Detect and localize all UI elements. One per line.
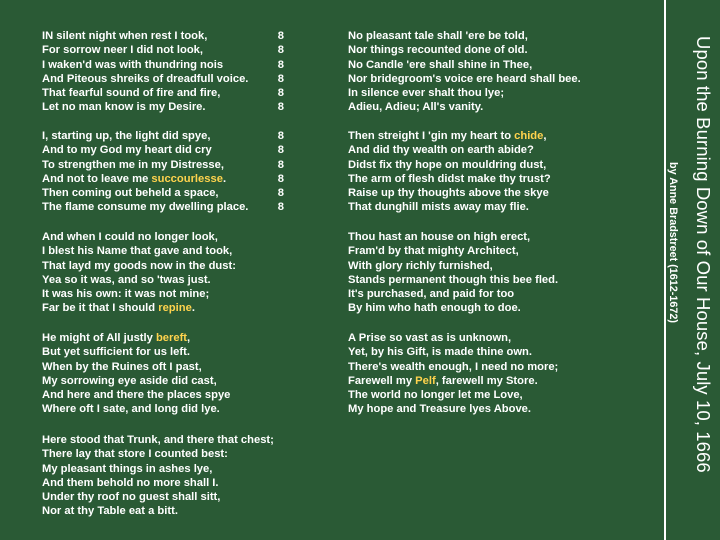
line-text: Stands permanent though this bee fled. xyxy=(348,273,559,286)
poem-line xyxy=(42,374,230,388)
meter-mark: 8 xyxy=(277,30,284,42)
line-text: Raise up thy thoughts above the skye xyxy=(348,187,549,200)
poem-line xyxy=(42,462,274,476)
line-text: Here stood that Trunk, and there that chest; xyxy=(42,434,274,446)
line-text: He might of All justly xyxy=(42,332,156,344)
poem-line xyxy=(42,433,274,447)
poem-line xyxy=(42,129,248,143)
line-text: I waken'd was with thundring nois xyxy=(42,58,224,71)
line-text: Adieu, Adieu; All's vanity. xyxy=(348,101,484,114)
poem-line xyxy=(42,200,248,214)
line-text: Thou hast an house on high erect, xyxy=(348,231,531,243)
poem-title: Upon the Burning Down of Our House, July 10, 1666 xyxy=(693,36,714,473)
line-text: There lay that store I counted best: xyxy=(42,448,228,461)
poem-line xyxy=(348,143,551,157)
stanza-6 xyxy=(348,29,581,115)
stanza-2 xyxy=(42,129,248,215)
poem-line xyxy=(348,402,558,416)
poem-line xyxy=(348,72,581,86)
poem-line xyxy=(348,100,581,114)
poem-line xyxy=(42,100,248,114)
poem-line xyxy=(42,58,248,72)
poem-line xyxy=(42,29,248,43)
line-text: But yet sufficient for us left. xyxy=(42,346,190,359)
poem-line xyxy=(42,259,236,273)
line-text: Far be it that I should xyxy=(42,302,159,315)
line-text: My sorrowing eye aside did cast, xyxy=(42,374,217,387)
line-text: And Piteous shreiks of dreadfull voice. xyxy=(42,72,249,85)
poem-line xyxy=(348,200,551,214)
line-text: Under thy roof no guest shall sitt, xyxy=(42,491,221,504)
poem-line xyxy=(42,345,230,359)
line-text: In silence ever shalt thou lye; xyxy=(348,87,505,100)
line-text: There's wealth enough, I need no more; xyxy=(348,360,559,373)
line-text: Farewell my xyxy=(348,374,416,387)
line-text: Where oft I sate, and long did lye. xyxy=(42,403,220,416)
line-text: That fearful sound of fire and fire, xyxy=(42,87,221,100)
line-text: The arm of flesh didst make thy trust? xyxy=(348,172,551,185)
line-text: And did thy wealth on earth abide? xyxy=(348,144,534,157)
highlighted-word: succourlesse xyxy=(151,172,223,185)
poem-line xyxy=(348,86,581,100)
line-text: That dunghill mists away may flie. xyxy=(348,201,529,214)
line-text: Yea so it was, and so 'twas just. xyxy=(42,273,211,286)
poem-line xyxy=(348,58,581,72)
stanza-9 xyxy=(348,331,558,417)
line-text: , xyxy=(543,130,547,142)
line-text: IN silent night when rest I took, xyxy=(42,30,208,42)
stanza-2-meter xyxy=(272,129,284,215)
poem-line xyxy=(348,273,558,287)
line-text: It was his own: it was not mine; xyxy=(42,288,210,301)
poem-line xyxy=(348,129,551,143)
highlighted-word: bereft xyxy=(155,332,188,344)
stanza-7 xyxy=(348,129,551,215)
poem-line xyxy=(348,230,558,244)
line-text: Then coming out beheld a space, xyxy=(42,187,219,200)
line-text: With glory richly furnished, xyxy=(348,259,493,272)
poem-author: by Anne Bradstreet (1612-1672) xyxy=(667,162,679,324)
poem-line xyxy=(42,273,236,287)
poem-line xyxy=(348,158,551,172)
poem-line xyxy=(348,374,558,388)
stanza-4 xyxy=(42,331,230,417)
meter-mark: 8 xyxy=(277,187,284,200)
poem-line xyxy=(42,490,274,504)
stanza-3 xyxy=(42,230,236,316)
poem-line xyxy=(42,287,236,301)
line-text: Let no man know is my Desire. xyxy=(42,101,206,114)
line-text: The flame consume my dwelling place. xyxy=(42,201,249,214)
meter-mark: 8 xyxy=(277,201,284,214)
poem-line xyxy=(348,186,551,200)
poem-line xyxy=(42,476,274,490)
meter-mark: 8 xyxy=(277,72,284,85)
line-text: Nor at thy Table eat a bitt. xyxy=(42,505,178,518)
line-text: For sorrow neer I did not look, xyxy=(42,44,203,57)
line-text: By him who hath enough to doe. xyxy=(348,302,521,315)
poem-line xyxy=(348,388,558,402)
poem-line xyxy=(348,29,581,43)
line-text: , xyxy=(187,332,191,344)
poem-line xyxy=(348,287,558,301)
line-text: And not to leave me xyxy=(42,172,152,185)
meter-mark: 8 xyxy=(277,130,284,142)
meter-mark: 8 xyxy=(277,58,284,71)
line-text: When by the Ruines oft I past, xyxy=(42,360,202,373)
line-text: And when I could no longer look, xyxy=(42,231,218,243)
poem-line xyxy=(42,244,236,258)
poem-line xyxy=(42,186,248,200)
line-text: I, starting up, the light did spye, xyxy=(42,130,211,142)
poem-line xyxy=(348,43,581,57)
poem-line xyxy=(348,345,558,359)
poem-line xyxy=(348,360,558,374)
poem-line xyxy=(42,402,230,416)
poem-line xyxy=(42,72,248,86)
poem-line xyxy=(42,230,236,244)
poem-line xyxy=(348,331,558,345)
poem-line xyxy=(42,158,248,172)
poem-line xyxy=(42,388,230,402)
highlighted-word: Pelf xyxy=(415,374,436,387)
title-divider xyxy=(664,0,666,540)
line-text: . xyxy=(222,172,227,185)
poem-line xyxy=(42,447,274,461)
line-text: It's purchased, and paid for too xyxy=(348,288,515,301)
line-text: My hope and Treasure lyes Above. xyxy=(348,403,531,416)
poem-line xyxy=(348,172,551,186)
line-text: Fram'd by that mighty Architect, xyxy=(348,245,519,258)
line-text: A Prise so vast as is unknown, xyxy=(348,332,512,344)
poem-line xyxy=(42,86,248,100)
line-text: No Candle 'ere shall shine in Thee, xyxy=(348,58,533,71)
poem-line xyxy=(42,331,230,345)
line-text: Didst fix thy hope on mouldring dust, xyxy=(348,158,547,171)
meter-mark: 8 xyxy=(277,172,284,185)
line-text: Nor things recounted done of old. xyxy=(348,44,528,57)
poem-line xyxy=(42,43,248,57)
poem-line xyxy=(42,143,248,157)
meter-mark: 8 xyxy=(277,101,284,114)
line-text: I blest his Name that gave and took, xyxy=(42,245,233,258)
meter-mark: 8 xyxy=(277,44,284,57)
line-text: No pleasant tale shall 'ere be told, xyxy=(348,30,528,42)
meter-mark: 8 xyxy=(277,144,284,157)
line-text: Then streight I 'gin my heart to xyxy=(348,130,515,142)
line-text: . xyxy=(191,302,195,315)
stanza-5 xyxy=(42,433,274,519)
poem-line xyxy=(42,504,274,518)
line-text: That layd my goods now in the dust: xyxy=(42,259,236,272)
stanza-1 xyxy=(42,29,248,115)
line-text: The world no longer let me Love, xyxy=(348,389,523,402)
stanza-1-meter xyxy=(272,29,284,115)
line-text: And to my God my heart did cry xyxy=(42,144,212,157)
line-text: Yet, by his Gift, is made thine own. xyxy=(348,346,533,359)
poem-line xyxy=(42,172,248,186)
line-text: And them behold no more shall I. xyxy=(42,476,219,489)
line-text: To strengthen me in my Distresse, xyxy=(42,158,224,171)
line-text: My pleasant things in ashes lye, xyxy=(42,462,213,475)
meter-mark: 8 xyxy=(277,158,284,171)
highlighted-word: repine xyxy=(158,302,192,315)
poem-line xyxy=(348,259,558,273)
stanza-8 xyxy=(348,230,558,316)
line-text: Nor bridegroom's voice ere heard shall bee. xyxy=(348,72,581,85)
highlighted-word: chide xyxy=(514,130,544,142)
line-text: , farewell my Store. xyxy=(435,374,538,387)
poem-line xyxy=(348,301,558,315)
poem-line xyxy=(42,301,236,315)
meter-mark: 8 xyxy=(277,87,284,100)
poem-line xyxy=(42,360,230,374)
line-text: And here and there the places spye xyxy=(42,389,231,402)
poem-line xyxy=(348,244,558,258)
